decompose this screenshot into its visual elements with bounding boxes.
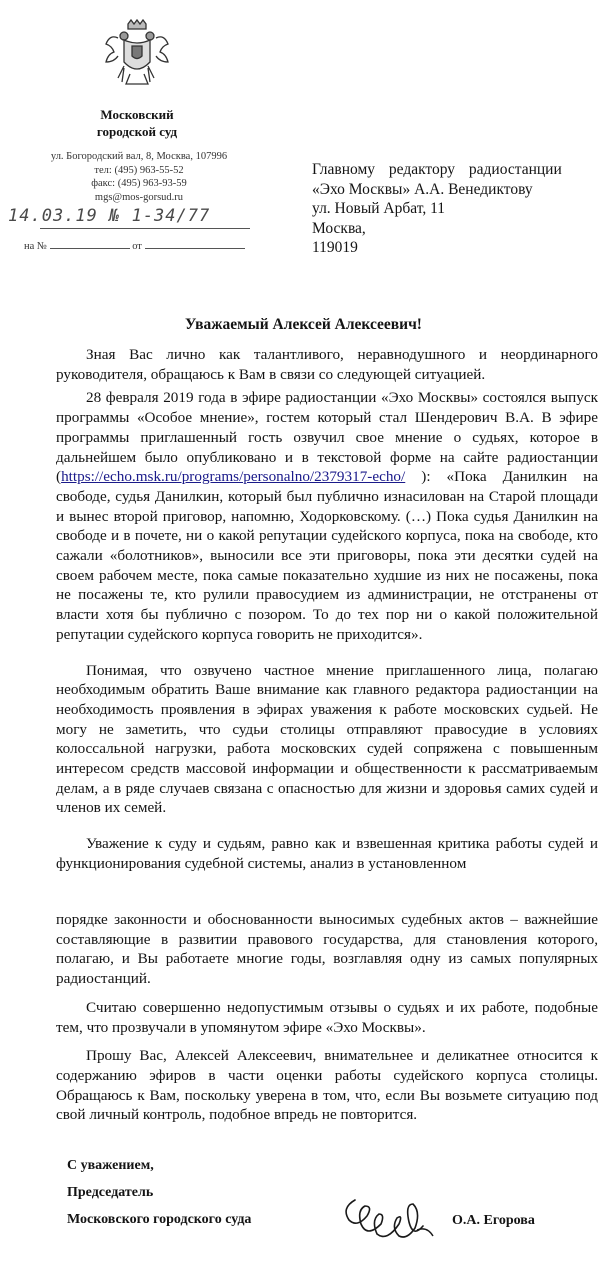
reference-line xyxy=(24,238,245,252)
closing-block xyxy=(67,1152,251,1233)
source-link[interactable]: https://echo.msk.ru/programs/personalno/2379317-echo/ xyxy=(61,468,406,486)
org-name-line2: городской суд xyxy=(96,124,178,139)
signer-name: О.А. Егорова xyxy=(452,1213,535,1228)
sender-fax: факс: (495) 963-93-59 xyxy=(91,178,187,189)
ref-date-blank xyxy=(145,238,245,249)
paragraph-2-quote: ): «Пока Данилкин на свободе, судья Данилкин, который был публично изнасилован на Старой площади и вынес второй приговор, напомню, Ходорковскому. (…) Пока судья Данилкин на свободе и в почете, ни о какой репутации судейского корпуса, пока на свободе, кто сажали «болотников», выносили все эти приговоры, пока эти десятки судей на своем рабочем месте, пока самые показательно худшие из них не посажены, пока не посажены те, кто рулили правосудием из администрации, не отстранены от власти хотя бы публично с позором. То до тех пор ни о какой положительной репутации судейского корпуса говорить не приходится». xyxy=(56,468,598,643)
addressee-line4: Москва, xyxy=(312,219,366,237)
sender-contacts xyxy=(44,150,234,204)
org-name-line1: Московский xyxy=(100,107,174,122)
sender-email: mgs@mos-gorsud.ru xyxy=(94,191,184,203)
outgoing-number: 14.03.19 № 1-34/77 xyxy=(8,206,211,226)
paragraph-4-end: порядке законности и обоснованности выносимых судебных актов – важнейшие составляющие в развитии правового государства, для становления которого, полагаю, и Вы работаете многие годы, возглавляя одну из самых популярных радиостанций. xyxy=(56,911,598,988)
paragraph-4-start: Уважение к суду и судьям, равно как и взвешенная критика работы судей и функционирования судебной системы, анализ в установленном xyxy=(56,835,598,872)
addressee-line2: «Эхо Москвы» А.А. Венедиктову xyxy=(312,180,533,198)
closing-regards: С уважением, xyxy=(67,1158,154,1173)
paragraph-1: Зная Вас лично как талантливого, неравнодушного и неординарного руководителя, обращаюсь к Вам в связи со следующей ситуацией. xyxy=(56,346,598,383)
sender-organization xyxy=(62,106,212,140)
closing-organization: Московского городского суда xyxy=(67,1212,252,1227)
addressee-line3: ул. Новый Арбат, 11 xyxy=(312,200,445,217)
ref-no-label: на № xyxy=(24,241,47,252)
paragraph-6: Прошу Вас, Алексей Алексеевич, внимательнее и деликатнее относится к содержанию эфиров в части оценки работы судейского корпуса столицы. Обращаюсь к Вам, поскольку уверена в том, что, если Вы возьмете ситуацию под свой личный контроль, подобное впредь не повторится. xyxy=(56,1047,598,1124)
paragraph-5: Считаю совершенно недопустимым отзывы о судьях и их работе, подобные тем, что прозвучали в упомянутом эфире «Эхо Москвы». xyxy=(56,998,598,1036)
handwritten-signature xyxy=(325,1180,455,1250)
outgoing-number-underline xyxy=(40,228,250,229)
addressee-block xyxy=(312,160,597,258)
closing-title: Председатель xyxy=(67,1185,154,1200)
ref-from-label: от xyxy=(132,241,142,252)
letter-body-part2 xyxy=(56,910,598,1125)
paragraph-3: Понимая, что озвучено частное мнение приглашенного лица, полагаю необходимым обратить Ваше внимание как главного редактора радиостанции на необходимость проявления в эфирах уважения к работе московских судьей. Не могу не заметить, что судьи столицы отправляют правосудие в условиях колоссальной нагрузки, работа московских судей сопряжена с повышенным интересом средств массовой информации и общественности к рассматриваемым делам, а в ряде случаев связана с опасностью для жизни и здоровья самих судей и членов их семей. xyxy=(56,661,598,817)
sender-address: ул. Богородский вал, 8, Москва, 107996 xyxy=(50,151,228,162)
coat-of-arms-icon xyxy=(104,18,170,88)
ref-no-blank xyxy=(50,238,130,249)
addressee-line1: Главному редактору радиостанции xyxy=(312,161,562,178)
greeting: Уважаемый Алексей Алексеевич! xyxy=(185,316,422,333)
paragraph-2-intro: 28 февраля 2019 года в эфире радиостанции «Эхо Москвы» состоялся выпуск программы «Особое мнение», гостем который стал Шендерович В.А. В эфире программы приглашенный гость озвучил свое мнение о судьях, которое в дальнейшем было опубликовано и в текстовой форме на сайте радиостанции ( xyxy=(56,389,598,486)
letter-body-part1 xyxy=(56,345,598,874)
addressee-line5: 119019 xyxy=(312,239,358,256)
sender-tel: тел: (495) 963-55-52 xyxy=(94,164,184,176)
paragraph-2 xyxy=(56,388,598,644)
